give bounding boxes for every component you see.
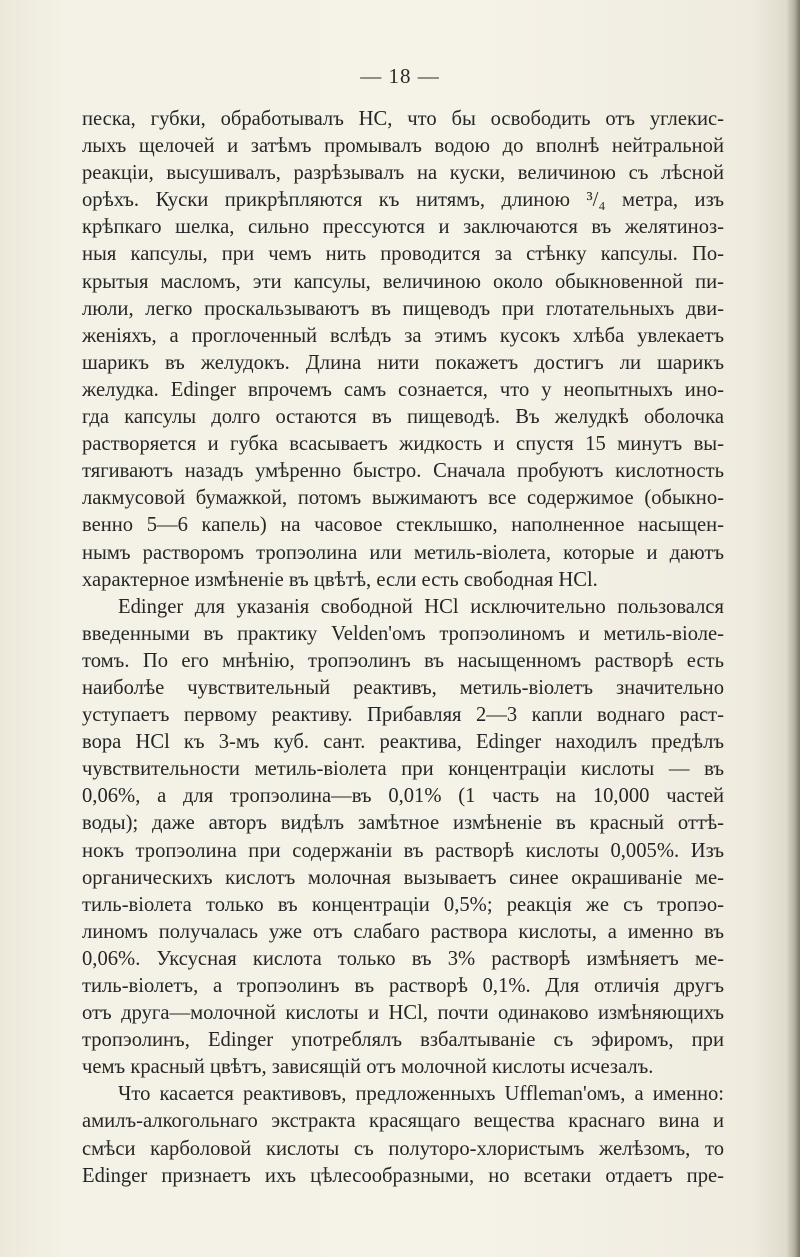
text-line: линомъ получалась уже отъ слабаго раствора кислоты, а именно въ <box>82 920 724 943</box>
text-line: шарикъ въ желудокъ. Длина нити покажетъ достигъ ли шарикъ <box>82 351 724 374</box>
text-line: 0,06%. Уксусная кислота только въ 3% растворѣ измѣняетъ ме- <box>82 947 724 970</box>
text-line: песка, губки, обработывалъ НС, что бы освободить отъ углекис- <box>82 108 724 130</box>
text-line: растворяется и губка всасываетъ жидкость и спустя 15 минутъ вы- <box>82 433 724 456</box>
text-line: лакмусовой бумажкой, потомъ выжимаютъ все содержимое (обыкно- <box>82 487 724 510</box>
text-line: женіяхъ, а проглоченный вслѣдъ за этимъ кусокъ хлѣба увлекаетъ <box>82 324 724 347</box>
text-line: чемъ красный цвѣтъ, зависящій отъ молочной кислоты исчезалъ. <box>82 1056 654 1079</box>
text-line: 0,06%, а для тропэолина—въ 0,01% (1 часть на 10,000 частей <box>82 785 724 808</box>
text-line: нымъ растворомъ тропэолина или метиль-віолета, которые и даютъ <box>82 541 724 564</box>
text-line: уступаетъ первому реактиву. Прибавляя 2—3 капли воднаго раст- <box>82 704 724 727</box>
text-line: тиль-віолета только въ концентраціи 0,5%; реакція же съ тропэо- <box>82 893 724 916</box>
text-line: смѣси карболовой кислоты съ полуторо-хлористымъ желѣзомъ, то <box>82 1137 724 1160</box>
text-line: крѣпкаго шелка, сильно прессуются и заключаются въ желятиноз- <box>82 216 724 239</box>
text-line: крытыя масломъ, эти капсулы, величиною около обыкновенной пи- <box>82 270 724 293</box>
text-line: тягиваютъ назадъ умѣренно быстро. Сначала пробуютъ кислотность <box>82 460 724 483</box>
text-line: нокъ тропэолина при содержаніи въ растворѣ кислоты 0,005%. Изъ <box>82 839 724 862</box>
text-line: введенными въ практику Velden'омъ тропэолиномъ и метиль-віоле- <box>82 622 724 645</box>
text-line: люли, легко проскальзываютъ въ пищеводъ при глотательныхъ дви- <box>82 297 724 320</box>
text-line: воды); даже авторъ видѣлъ замѣтное измѣненіе въ красный оттѣ- <box>82 812 724 835</box>
text-line: наиболѣе чувствительный реактивъ, метиль-віолетъ значительно <box>82 676 724 699</box>
text-line: орѣхъ. Куски прикрѣпляются къ нитямъ, длиною ³/₄ метра, изъ <box>82 189 724 212</box>
body-text <box>82 106 724 1190</box>
text-line: реакціи, высушивалъ, разрѣзывалъ на куски, величиною съ лѣсной <box>82 162 724 185</box>
text-line: амилъ-алкогольнаго экстракта красящаго вещества краснаго вина и <box>82 1110 724 1133</box>
text-line: Что касается реактивовъ, предложенныхъ Uffleman'омъ, а именно: <box>118 1083 724 1106</box>
text-line: гда капсулы долго остаются въ пищеводѣ. Въ желудкѣ оболочка <box>82 406 724 429</box>
text-line: тропэолинъ, Edinger употреблялъ взбалтываніе съ эфиромъ, при <box>82 1029 724 1052</box>
text-line: желудка. Edinger впрочемъ самъ сознается, что у неопытныхъ ино- <box>82 378 724 401</box>
text-line: лыхъ щелочей и затѣмъ промывалъ водою до вполнѣ нейтральной <box>82 135 724 158</box>
text-line: Edinger признаетъ ихъ цѣлесообразными, но всетаки отдаетъ пре- <box>82 1164 724 1187</box>
text-line: характерное измѣненіе въ цвѣтѣ, если есть свободная НСl. <box>82 568 598 591</box>
text-line: венно 5—6 капель) на часовое стеклышко, наполненное насыщен- <box>82 514 724 537</box>
text-line: томъ. По его мнѣнію, тропэолинъ въ насыщенномъ растворѣ есть <box>82 649 724 672</box>
text-line: чувствительности метиль-віолета при концентраціи кислоты — въ <box>82 758 724 781</box>
text-line: ныя капсулы, при чемъ нить проводится за стѣнку капсулы. По- <box>82 243 724 266</box>
text-line: тиль-віолетъ, а тропэолинъ въ растворѣ 0,1%. Для отличія другъ <box>82 975 724 997</box>
page-edge-shadow <box>786 0 800 1257</box>
text-line: Edinger для указанія свободной НСl исключительно пользовался <box>118 595 724 618</box>
text-line: органическихъ кислотъ молочная вызываетъ синее окрашиваніе ме- <box>82 866 724 889</box>
page-number: — 18 — <box>360 64 440 88</box>
text-line: вора НСl къ 3-мъ куб. сант. реактива, Edinger находилъ предѣлъ <box>82 731 724 754</box>
text-line: отъ друга—молочной кислоты и НСl, почти одинаково измѣняющихъ <box>82 1002 724 1025</box>
